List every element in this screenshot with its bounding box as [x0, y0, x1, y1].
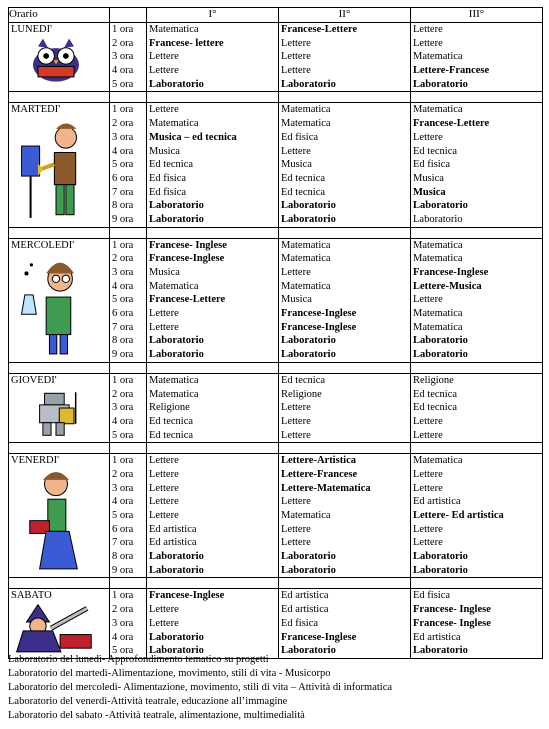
class-1-cell	[147, 103, 279, 227]
cell-line: Ed artistica	[149, 537, 197, 549]
cell-line: 2 ora	[112, 253, 134, 265]
cell-line: Laboratorio	[149, 645, 204, 657]
cell-line: Francese-Inglese	[281, 631, 357, 643]
class-2-cell	[279, 238, 411, 362]
class-1-cell	[147, 238, 279, 362]
cell-line: Lettere	[413, 294, 443, 306]
day-cell	[9, 238, 110, 362]
header-class-1: I°	[147, 8, 279, 23]
day-name: VENERDI'	[11, 455, 59, 467]
day-separator	[9, 92, 543, 103]
cell-line: Matematica	[281, 280, 331, 292]
cell-line: 6 ora	[112, 172, 134, 184]
cell-line: Matematica	[281, 239, 331, 251]
header-class-3: III°	[411, 8, 543, 23]
cell-line: Musica – ed tecnica	[149, 131, 237, 143]
day-name: MERCOLEDI'	[11, 239, 75, 251]
cell-line: Laboratorio	[413, 349, 468, 361]
cell-line: Laboratorio	[281, 564, 336, 576]
cell-line: Lettere	[149, 104, 179, 116]
cell-line: Lettere	[413, 537, 443, 549]
cell-line: 9 ora	[112, 213, 134, 225]
cell-line: Matematica	[413, 51, 463, 63]
cell-line: Lettere	[281, 496, 311, 508]
cell-line: Ed tecnica	[149, 429, 194, 441]
class-2-cell	[279, 589, 411, 658]
cell-line: Francese- Inglese	[413, 617, 491, 629]
cell-line: Laboratorio	[413, 335, 468, 347]
cell-line: 5 ora	[112, 294, 134, 306]
class-2-cell	[279, 454, 411, 578]
cell-line: Lettere	[149, 604, 179, 616]
hours-cell	[110, 238, 147, 362]
cell-line: 6 ora	[112, 523, 134, 535]
class-3-cell	[411, 373, 543, 442]
class-3-cell	[411, 103, 543, 227]
cell-line: Laboratorio	[149, 335, 204, 347]
cell-line: 2 ora	[112, 118, 134, 130]
cell-line: Matematica	[413, 455, 463, 467]
class-3-cell	[411, 238, 543, 362]
cell-line: Matematica	[281, 118, 331, 130]
cell-line: Laboratorio	[281, 78, 336, 90]
cell-line: Lettere-Matematica	[281, 482, 371, 494]
cell-line: Ed fisica	[281, 131, 319, 143]
cell-line: Laboratorio	[281, 335, 336, 347]
trumpet-player-icon	[15, 116, 97, 223]
note-line: Laboratorio del sabato -Attività teatrale, alimentazione, multimedialità	[8, 710, 305, 721]
cell-line: Lettere- Ed artistica	[413, 510, 504, 521]
class-3-cell	[411, 454, 543, 578]
cell-line: Francese-Inglese	[281, 308, 357, 320]
cell-line: Laboratorio	[149, 631, 204, 643]
cell-line: Lettere	[281, 51, 311, 63]
cell-line: 1 ora	[112, 104, 134, 116]
cell-line: 5 ora	[112, 159, 134, 171]
cell-line: Laboratorio	[413, 564, 468, 576]
cell-line: Lettere	[281, 429, 311, 441]
cell-line: 2 ora	[112, 468, 134, 480]
cell-line: 8 ora	[112, 335, 134, 347]
cell-line: Lettere	[413, 482, 443, 494]
cell-line: Laboratorio	[413, 551, 468, 563]
day-separator	[9, 578, 543, 589]
cell-line: Francese-Inglese	[149, 590, 225, 602]
cell-line: Musica	[413, 186, 446, 198]
cell-line: Ed tecnica	[281, 172, 326, 184]
cell-line: Laboratorio	[413, 213, 463, 225]
cell-line: 7 ora	[112, 537, 134, 549]
cell-line: Laboratorio	[281, 349, 336, 361]
day-name: LUNEDI'	[11, 24, 52, 35]
cell-line: Lettere	[149, 468, 179, 480]
header-hour	[110, 8, 147, 23]
cell-line: Matematica	[413, 239, 463, 251]
cell-line: Laboratorio	[281, 551, 336, 563]
day-row	[9, 23, 543, 92]
cell-line: 5 ora	[112, 429, 134, 441]
student-books-icon	[15, 467, 97, 574]
cell-line: 2 ora	[112, 604, 134, 616]
cell-line: Matematica	[413, 308, 463, 320]
cell-line: Musica	[149, 145, 180, 157]
cell-line: Lettere-Francese	[281, 468, 358, 480]
cell-line: Matematica	[149, 24, 199, 35]
cell-line: Francese- Inglese	[149, 239, 227, 251]
cell-line: Ed tecnica	[281, 186, 326, 198]
owl-reading-icon	[15, 36, 97, 89]
cell-line: 7 ora	[112, 186, 134, 198]
cell-line: Laboratorio	[149, 200, 204, 212]
cell-line: Laboratorio	[413, 78, 468, 90]
class-3-cell	[411, 23, 543, 92]
cell-line: Musica	[281, 294, 312, 306]
cell-line: Lettere	[413, 429, 443, 441]
cell-line: Lettere	[281, 402, 311, 414]
cell-line: Lettere	[413, 415, 443, 427]
class-1-cell	[147, 23, 279, 92]
cell-line: Lettere	[149, 321, 179, 333]
cell-line: Matematica	[413, 253, 463, 265]
cell-line: Matematica	[281, 510, 331, 521]
cell-line: Lettere-Francese	[413, 65, 490, 77]
cell-line: 3 ora	[112, 131, 134, 143]
cell-line: Lettere	[149, 617, 179, 629]
cell-line: Lettere	[281, 145, 311, 157]
cell-line: Francese- Inglese	[413, 604, 491, 616]
day-separator	[9, 227, 543, 238]
cell-line: 3 ora	[112, 267, 134, 278]
cell-line: Lettere	[281, 267, 311, 278]
class-1-cell	[147, 454, 279, 578]
cell-line: Laboratorio	[281, 213, 336, 225]
hours-cell	[110, 23, 147, 92]
cell-line: Lettere	[413, 468, 443, 480]
cell-line: 2 ora	[112, 388, 134, 400]
cell-line: Lettere-Musica	[413, 280, 482, 292]
cell-line: Ed tecnica	[413, 145, 458, 157]
day-name: MARTEDI'	[11, 104, 61, 116]
header-class-2: II°	[279, 8, 411, 23]
day-cell	[9, 454, 110, 578]
header-row	[9, 8, 543, 23]
cell-line: 5 ora	[112, 510, 134, 521]
cell-line: 4 ora	[112, 496, 134, 508]
cell-line: Lettere	[149, 51, 179, 63]
cell-line: Ed tecnica	[413, 388, 458, 400]
cell-line: Ed tecnica	[413, 402, 458, 414]
cell-line: 5 ora	[112, 645, 134, 657]
cell-line: Lettere	[413, 24, 443, 35]
hours-cell	[110, 103, 147, 227]
cell-line: Lettere	[281, 415, 311, 427]
class-2-cell	[279, 373, 411, 442]
cell-line: Ed artistica	[281, 604, 329, 616]
cell-line: 4 ora	[112, 65, 134, 77]
class-3-cell	[411, 589, 543, 658]
hours-cell	[110, 589, 147, 658]
cell-line: Ed artistica	[281, 590, 329, 602]
cell-line: 4 ora	[112, 145, 134, 157]
cell-line: Lettere	[149, 510, 179, 521]
cell-line: Laboratorio	[149, 349, 204, 361]
timetable	[8, 7, 543, 659]
cell-line: Religione	[281, 388, 322, 400]
cell-line: Lettere	[413, 523, 443, 535]
cell-line: Lettere	[149, 496, 179, 508]
note-line: Laboratorio del venerdì-Attività teatrale, educazione all’immagine	[8, 696, 288, 707]
class-2-cell	[279, 103, 411, 227]
cell-line: 8 ora	[112, 200, 134, 212]
cell-line: Matematica	[149, 280, 199, 292]
cell-line: Laboratorio	[149, 213, 204, 225]
cell-line: Matematica	[413, 321, 463, 333]
cell-line: Ed tecnica	[149, 415, 194, 427]
cell-line: Ed tecnica	[281, 374, 326, 386]
cell-line: 9 ora	[112, 564, 134, 576]
cell-line: Lettere-Artistica	[281, 455, 357, 467]
wizard-telescope-icon	[15, 602, 97, 655]
note-line: Laboratorio del lunedì- Approfondimento tematico su progetti	[8, 654, 269, 665]
header-day: Orario	[9, 8, 110, 23]
cell-line: Religione	[149, 402, 190, 414]
note-line: Laboratorio del mercoledì- Alimentazione, movimento, stili di vita – Attività di informatica	[8, 682, 393, 693]
day-row	[9, 103, 543, 227]
cell-line: Ed artistica	[149, 523, 197, 535]
cell-line: Lettere	[413, 131, 443, 143]
cell-line: Francese- lettere	[149, 37, 224, 49]
knight-icon	[15, 387, 97, 440]
cell-line: Laboratorio	[149, 551, 204, 563]
cell-line: Lettere	[281, 537, 311, 549]
day-name: GIOVEDI'	[11, 374, 57, 386]
cell-line: 5 ora	[112, 78, 134, 90]
day-row	[9, 373, 543, 442]
day-separator	[9, 362, 543, 373]
cell-line: Ed tecnica	[149, 159, 194, 171]
cell-line: 3 ora	[112, 482, 134, 494]
timetable-sheet	[8, 7, 542, 659]
cell-line: Ed fisica	[413, 159, 451, 171]
cell-line: Ed fisica	[413, 590, 451, 602]
cell-line: 1 ora	[112, 24, 134, 35]
note-line: Laboratorio del martedì-Alimentazione, movimento, stili di vita - Musicorpo	[8, 668, 331, 679]
day-cell	[9, 103, 110, 227]
class-2-cell	[279, 23, 411, 92]
class-1-cell	[147, 373, 279, 442]
cell-line: 4 ora	[112, 631, 134, 643]
cell-line: 2 ora	[112, 37, 134, 49]
cell-line: Lettere	[149, 65, 179, 77]
cell-line: Francese-Inglese	[413, 267, 489, 278]
cell-line: 9 ora	[112, 349, 134, 361]
class-1-cell	[147, 589, 279, 658]
lab-notes	[8, 653, 542, 723]
cell-line: Francese-Lettere	[413, 118, 490, 130]
cell-line: Musica	[281, 159, 312, 171]
cell-line: Musica	[149, 267, 180, 278]
scientist-icon	[15, 252, 97, 359]
cell-line: Religione	[413, 374, 454, 386]
cell-line: 6 ora	[112, 308, 134, 320]
cell-line: Musica	[413, 172, 444, 184]
cell-line: Lettere	[149, 455, 179, 467]
cell-line: Matematica	[413, 104, 463, 116]
day-row	[9, 454, 543, 578]
cell-line: 4 ora	[112, 415, 134, 427]
cell-line: 1 ora	[112, 455, 134, 467]
day-row	[9, 238, 543, 362]
day-separator	[9, 443, 543, 454]
cell-line: 1 ora	[112, 239, 134, 251]
day-cell	[9, 589, 110, 658]
cell-line: Matematica	[149, 388, 199, 400]
cell-line: Francese-Inglese	[281, 321, 357, 333]
hours-cell	[110, 373, 147, 442]
cell-line: Lettere	[281, 37, 311, 49]
cell-line: 3 ora	[112, 402, 134, 414]
hours-cell	[110, 454, 147, 578]
cell-line: Matematica	[281, 104, 331, 116]
cell-line: Laboratorio	[149, 564, 204, 576]
day-name: SABATO	[11, 590, 52, 602]
cell-line: Ed fisica	[149, 186, 187, 198]
cell-line: Francese-Lettere	[281, 24, 358, 35]
cell-line: Laboratorio	[281, 645, 336, 657]
cell-line: Lettere	[413, 37, 443, 49]
cell-line: Lettere	[281, 65, 311, 77]
cell-line: Matematica	[149, 118, 199, 130]
cell-line: Lettere	[149, 308, 179, 320]
cell-line: Lettere	[281, 523, 311, 535]
cell-line: 7 ora	[112, 321, 134, 333]
cell-line: Laboratorio	[413, 200, 468, 212]
cell-line: Laboratorio	[413, 645, 468, 657]
cell-line: Ed artistica	[413, 631, 461, 643]
day-cell	[9, 23, 110, 92]
cell-line: Matematica	[281, 253, 331, 265]
timetable-body	[9, 23, 543, 659]
cell-line: 1 ora	[112, 590, 134, 602]
cell-line: 4 ora	[112, 280, 134, 292]
cell-line: Francese-Lettere	[149, 294, 226, 306]
day-row	[9, 589, 543, 658]
day-cell	[9, 373, 110, 442]
cell-line: Ed fisica	[281, 617, 319, 629]
cell-line: Ed fisica	[149, 172, 187, 184]
cell-line: Lettere	[149, 482, 179, 494]
cell-line: 8 ora	[112, 551, 134, 563]
cell-line: 3 ora	[112, 51, 134, 63]
cell-line: 1 ora	[112, 374, 134, 386]
cell-line: Laboratorio	[281, 200, 336, 212]
cell-line: Ed artistica	[413, 496, 461, 508]
cell-line: Francese-Inglese	[149, 253, 225, 265]
cell-line: Laboratorio	[149, 78, 204, 90]
cell-line: 3 ora	[112, 617, 134, 629]
cell-line: Matematica	[149, 374, 199, 386]
